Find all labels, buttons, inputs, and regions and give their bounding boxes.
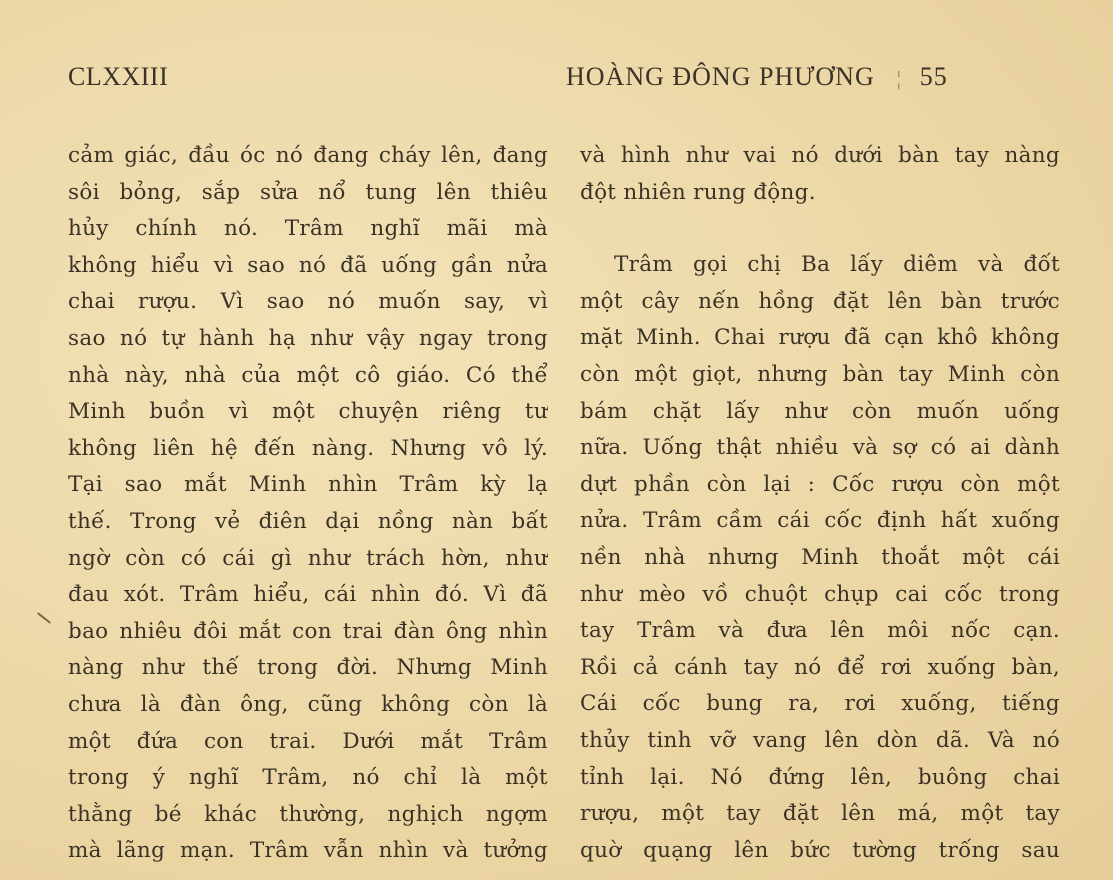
text-line: nữa. Uống thật nhiều và sợ có ai dành (580, 435, 1060, 461)
text-line: tay Trâm và đưa lên môi nốc cạn. (580, 618, 1060, 644)
text-line: đột nhiên rung động. (580, 179, 816, 205)
text-line: một cây nến hồng đặt lên bàn trước (580, 288, 1060, 314)
header-divider: ¦ (896, 68, 902, 90)
text-line: chai rượu. Vì sao nó muốn say, vì (68, 289, 548, 315)
text-line: cảm giác, đầu óc nó đang cháy lên, đang (68, 143, 548, 168)
text-line: còn một giọt, nhưng bàn tay Minh còn (580, 361, 1060, 387)
text-line: dựt phần còn lại : Cốc rượu còn một (580, 471, 1060, 497)
text-line: Cái cốc bung ra, rơi xuống, tiếng (580, 691, 1060, 717)
text-line: sôi bỏng, sắp sửa nổ tung lên thiêu (68, 179, 548, 205)
text-line: nàng như thế trong đời. Nhưng Minh (68, 655, 548, 681)
text-line: nhà này, nhà của một cô giáo. Có thể (68, 362, 548, 388)
text-line: không liên hệ đến nàng. Nhưng vô lý. (68, 435, 548, 461)
text-line: chưa là đàn ông, cũng không còn là (68, 691, 548, 717)
text-line: ngờ còn có cái gì như trách hờn, như (68, 545, 548, 571)
text-line: hủy chính nó. Trâm nghĩ mãi mà (68, 216, 548, 242)
text-line: nền nhà nhưng Minh thoắt một cái (580, 544, 1060, 570)
page-number: 55 (919, 62, 948, 91)
text-line: bám chặt lấy như còn muốn uống (580, 398, 1060, 424)
text-line: rượu, một tay đặt lên má, một tay (580, 801, 1060, 827)
text-line: đau xót. Trâm hiểu, cái nhìn đó. Vì đã (68, 582, 548, 608)
text-line: thủy tinh vỡ vang lên dòn dã. Và nó (580, 727, 1060, 753)
text-line: và hình như vai nó dưới bàn tay nàng (580, 143, 1060, 168)
paragraph-break (580, 211, 1060, 247)
text-line: nửa. Trâm cầm cái cốc định hất xuống (580, 508, 1060, 534)
text-line: không hiểu vì sao nó đã uống gần nửa (68, 252, 548, 278)
margin-mark (37, 612, 51, 623)
text-line: tỉnh lại. Nó đứng lên, buông chai (580, 764, 1060, 790)
text-line: bao nhiêu đôi mắt con trai đàn ông nhìn (68, 618, 548, 644)
text-line: Trâm gọi chị Ba lấy diêm và đốt (614, 252, 1060, 278)
text-line: thằng bé khác thường, nghịch ngợm (68, 801, 548, 827)
text-line: một đứa con trai. Dưới mắt Trâm (68, 728, 548, 754)
text-line: thế. Trong vẻ điên dại nồng nàn bất (68, 508, 548, 534)
text-line: như mèo vồ chuột chụp cai cốc trong (580, 581, 1060, 607)
text-line: Rồi cả cánh tay nó để rơi xuống bàn, (580, 654, 1060, 680)
right-column (580, 138, 1060, 869)
text-line: Minh buồn vì một chuyện riêng tư (68, 399, 548, 425)
text-line: mặt Minh. Chai rượu đã cạn khô không (580, 325, 1060, 351)
running-title: HOÀNG ĐÔNG PHƯƠNG (566, 62, 875, 91)
text-line: trong ý nghĩ Trâm, nó chỉ là một (68, 765, 548, 791)
text-line: mà lãng mạn. Trâm vẫn nhìn và tưởng (68, 838, 548, 864)
chapter-number: CLXXIII (68, 62, 169, 91)
page-header (0, 62, 1113, 102)
text-line: sao nó tự hành hạ như vậy ngay trong (68, 325, 548, 351)
left-column (68, 138, 548, 870)
running-title-group (566, 62, 948, 92)
text-line: Tại sao mắt Minh nhìn Trâm kỳ lạ (68, 472, 548, 498)
text-line: quờ quạng lên bức tường trống sau (580, 837, 1060, 863)
